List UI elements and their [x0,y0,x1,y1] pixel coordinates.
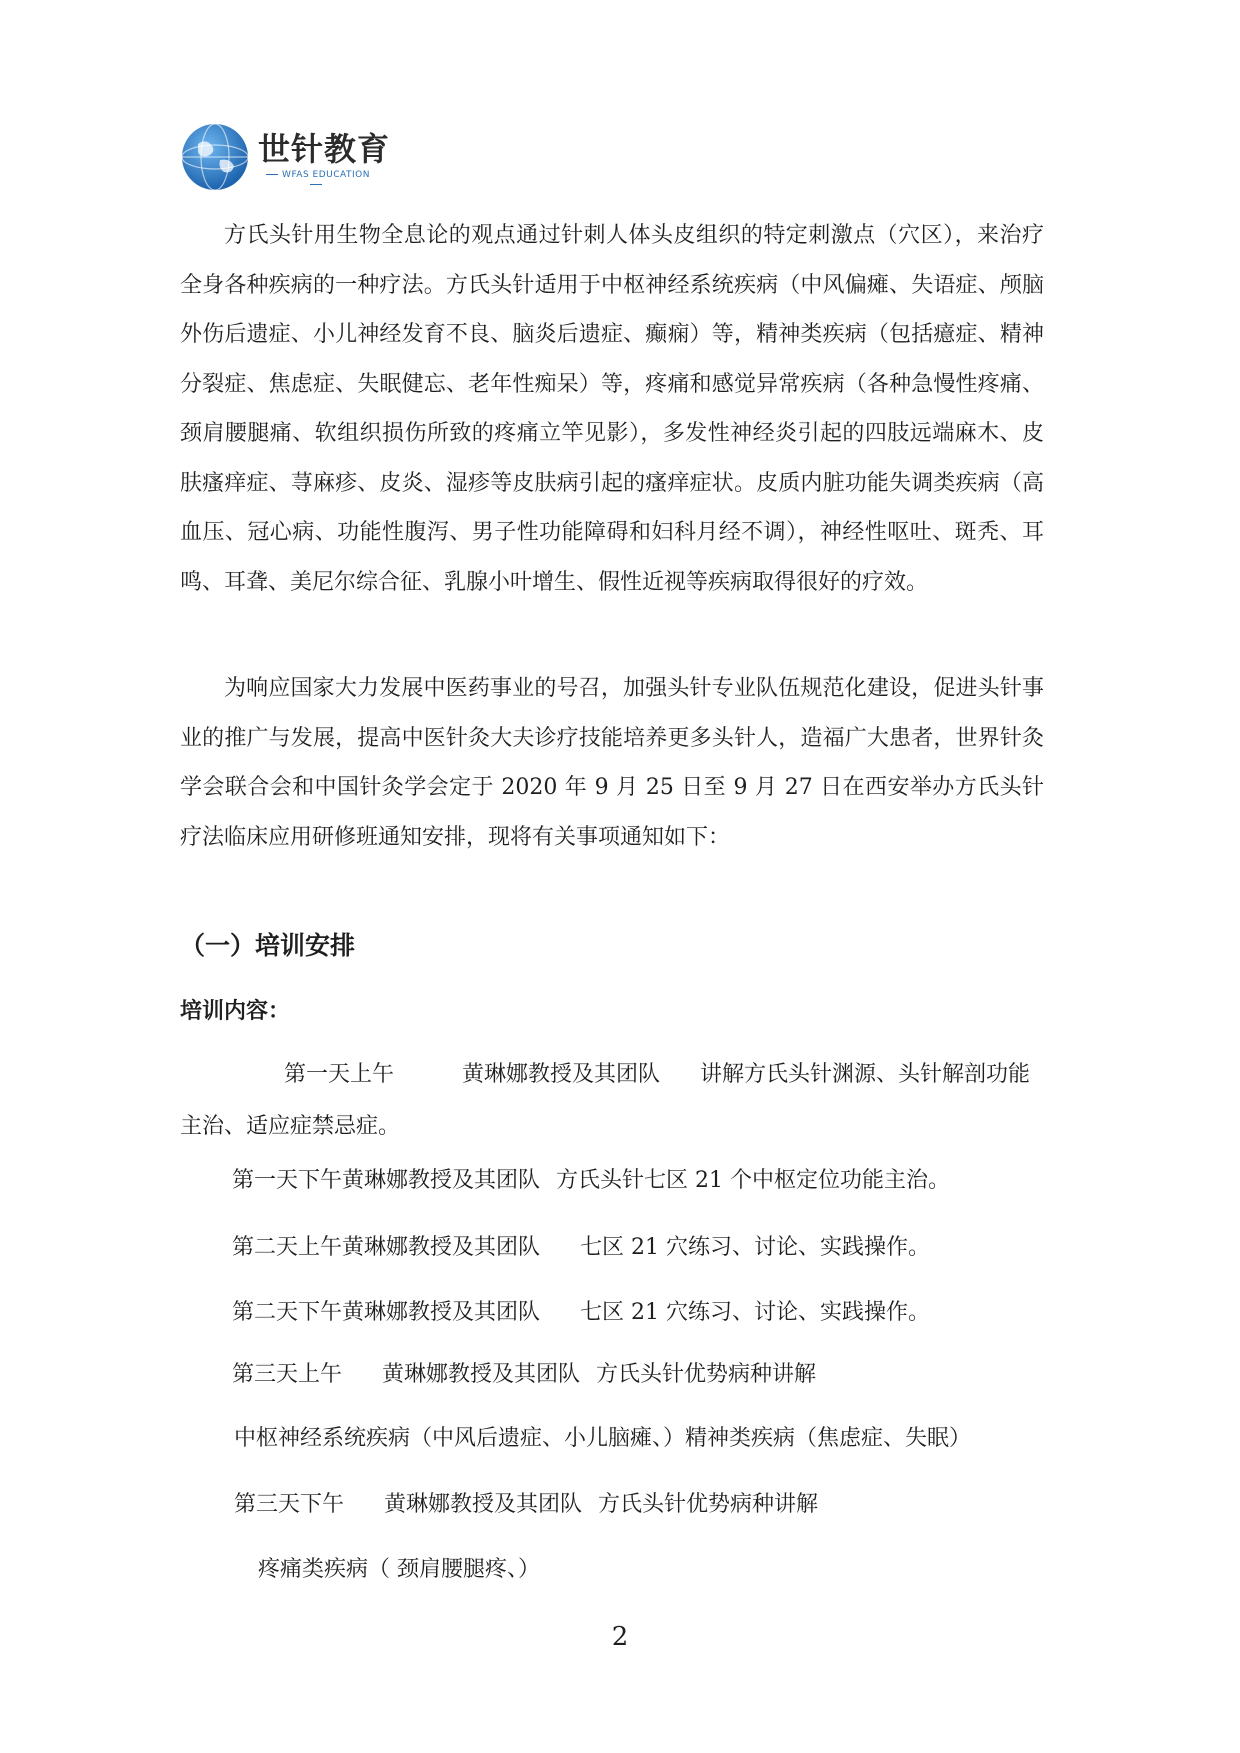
globe-icon [180,122,250,192]
schedule-teacher: 黄琳娜教授及其团队 [462,1062,661,1087]
logo-subtitle: WFAS EDUCATION [260,170,372,190]
schedule-topic: 方氏头针七区 21 个中枢定位功能主治。 [556,1168,951,1193]
section-heading: （一）培训安排 [180,931,356,960]
notice-paragraph: 为响应国家大力发展中医药事业的号召，加强头针专业队伍规范化建设，促进头针事业的推广与发展，提高中医针灸大夫诊疗技能培养更多头针人，造福广大患者，世界针灸学会联合会和中国针灸学会定于 2020 年 9 月 25 日至 9 月 27 日在西安举办方氏头针疗法临床应用研修班通知安排，现将有关事项通知如下： [180,676,1044,850]
schedule-topic: 七区 21 穴练习、讨论、实践操作。 [580,1235,931,1260]
schedule-topic: 七区 21 穴练习、讨论、实践操作。 [580,1300,931,1325]
schedule-teacher: 黄琳娜教授及其团队 [342,1168,541,1193]
page-number: 2 [611,1622,629,1652]
schedule-teacher: 黄琳娜教授及其团队 [342,1300,541,1325]
logo [180,118,420,196]
schedule-time: 第二天上午 [232,1235,343,1260]
schedule-time: 第二天下午 [232,1300,343,1325]
schedule-topic: 讲解方氏头针渊源、头针解剖功能主治、适应症禁忌症。 [180,1062,1031,1139]
intro-paragraph: 方氏头针用生物全息论的观点通过针刺人体头皮组织的特定刺激点（穴区），来治疗全身各种疾病的一种疗法。方氏头针适用于中枢神经系统疾病（中风偏瘫、失语症、颅脑外伤后遗症、小儿神经发育不良、脑炎后遗症、癫痫）等，精神类疾病（包括癔症、精神分裂症、焦虑症、失眠健忘、老年性痴呆）等，疼痛和感觉异常疾病（各种急慢性疼痛、颈肩腰腿痛、软组织损伤所致的疼痛立竿见影），多发性神经炎引起的四肢远端麻木、皮肤瘙痒症、荨麻疹、皮炎、湿疹等皮肤病引起的瘙痒症状。皮质内脏功能失调类疾病（高血压、冠心病、功能性腹泻、男子性功能障碍和妇科月经不调），神经性呕吐、斑秃、耳鸣、耳聋、美尼尔综合征、乳腺小叶增生、假性近视等疾病取得很好的疗效。 [180,223,1044,595]
schedule-time: 第三天上午 [232,1362,343,1387]
schedule-teacher: 黄琳娜教授及其团队 [384,1492,583,1517]
schedule-topic: 方氏头针优势病种讲解 [598,1492,819,1517]
schedule-item [232,1357,1096,1388]
schedule-topic: 方氏头针优势病种讲解 [596,1362,817,1387]
schedule-time: 第一天下午 [232,1168,343,1193]
logo-title: 世针教育 [258,130,391,168]
schedule-teacher: 黄琳娜教授及其团队 [382,1362,581,1387]
training-content-label: 培训内容： [180,999,291,1024]
schedule-item [232,1230,1096,1261]
schedule-item [232,1163,1096,1194]
schedule-detail: 疼痛类疾病（ 颈肩腰腿疼、） [258,1557,540,1582]
schedule-time: 第三天下午 [234,1492,345,1517]
schedule-time: 第一天上午 [284,1062,395,1087]
schedule-item [234,1487,1098,1518]
schedule-item [180,1049,1044,1153]
schedule-item [232,1295,1096,1326]
schedule-teacher: 黄琳娜教授及其团队 [342,1235,541,1260]
schedule-detail: 中枢神经系统疾病（中风后遗症、小儿脑瘫、）精神类疾病（焦虑症、失眠） [234,1426,972,1451]
